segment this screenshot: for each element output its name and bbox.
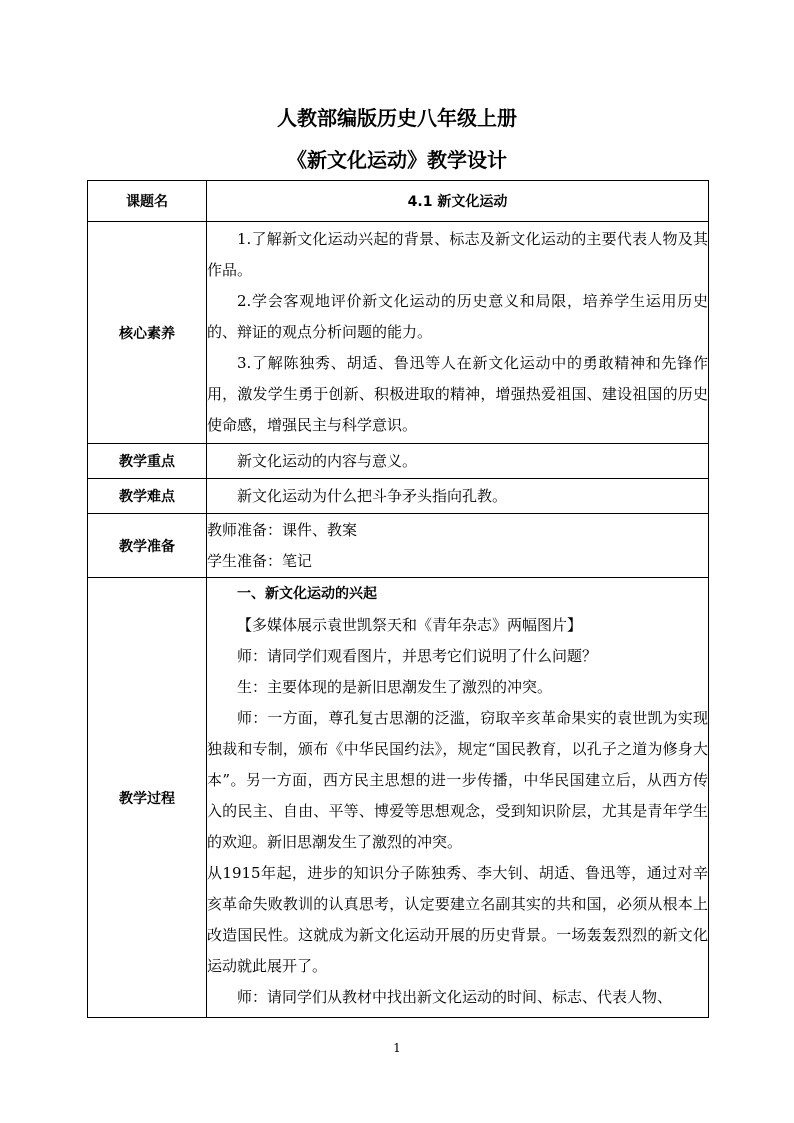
table-row-key-point	[88, 444, 709, 479]
table-row-difficulty	[88, 479, 709, 514]
teacher-preparation: 教师准备：课件、教案	[207, 520, 358, 539]
process-paragraph: 师：一方面，尊孔复古思潮的泛滥，窃取辛亥革命果实的袁世凯为实现独裁和专制，颁布《中华民国约法》，规定“国民教育，以孔子之道为修身大本”。另一方面，西方民主思想的进一步传播，中华民国建立后，从西方传入的民主、自由、平等、博爱等思想观念，受到知识阶层，尤其是青年学生的欢迎。新旧思潮发生了激烈的冲突。	[207, 709, 708, 851]
label-difficulty: 教学难点	[88, 479, 207, 514]
topic-value: 4.1 新文化运动	[407, 194, 508, 210]
table-row-topic	[88, 181, 709, 222]
document-subtitle: 《新文化运动》教学设计	[287, 148, 507, 172]
core-literacy-item: 2.学会客观地评价新文化运动的历史意义和局限，培养学生运用历史的、辩证的观点分析问题的能力。	[207, 292, 708, 341]
process-paragraph: 师：请同学们从教材中找出新文化运动的时间、标志、代表人物、	[237, 988, 673, 1006]
core-literacy-item: 3.了解陈独秀、胡适、鲁迅等人在新文化运动中的勇敢精神和先锋作用，激发学生勇于创新、积极进取的精神，增强热爱祖国、建设祖国的历史使命感，增强民主与科学意识。	[207, 354, 708, 434]
label-core-literacy: 核心素养	[88, 222, 207, 444]
key-point-value: 新文化运动的内容与意义。	[237, 451, 418, 470]
difficulty-value: 新文化运动为什么把斗争矛头指向孔教。	[237, 486, 508, 505]
page-number: 1	[393, 1041, 401, 1055]
process-paragraph: 生：主要体现的是新旧思潮发生了激烈的冲突。	[237, 678, 553, 696]
document-title: 人教部编版历史八年级上册	[277, 106, 517, 130]
table-row-core-literacy	[88, 222, 709, 444]
process-paragraph: 【多媒体展示袁世凯祭天和《青年杂志》两幅图片】	[237, 616, 583, 634]
lesson-plan-table	[87, 180, 709, 1018]
core-literacy-item: 1.了解新文化运动兴起的背景、标志及新文化运动的主要代表人物及其作品。	[207, 230, 708, 279]
table-row-process	[88, 578, 709, 1018]
label-process: 教学过程	[88, 578, 207, 1018]
process-paragraph: 师：请同学们观看图片，并思考它们说明了什么问题？	[237, 647, 598, 665]
process-paragraph: 从1915年起，进步的知识分子陈独秀、李大钊、胡适、鲁迅等，通过对辛亥革命失败教训的认真思考，认定要建立名副其实的共和国，必须从根本上改造国民性。这就成为新文化运动开展的历史背景。一场轰轰烈烈的新文化运动就此展开了。	[207, 864, 708, 975]
label-topic: 课题名	[88, 181, 207, 222]
label-key-point: 教学重点	[88, 444, 207, 479]
table-row-preparation	[88, 514, 709, 578]
student-preparation: 学生准备：笔记	[207, 551, 313, 570]
process-section-title: 一、新文化运动的兴起	[237, 586, 377, 602]
label-preparation: 教学准备	[88, 514, 207, 578]
